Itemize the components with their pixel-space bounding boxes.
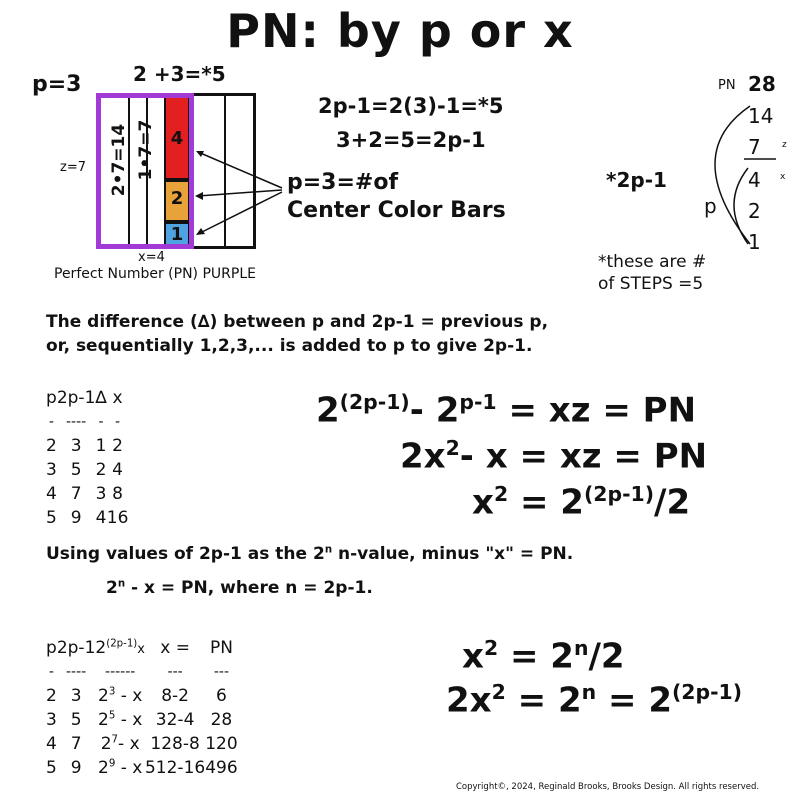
table-header-row: [46, 636, 238, 660]
table-row: [46, 506, 128, 530]
step-value: 7: [748, 135, 761, 159]
vertical-label-mid: 1•7=7: [136, 119, 156, 181]
table-cell: 7: [70, 484, 82, 504]
table-cell: $2^5$ - x: [98, 710, 143, 730]
column-header: x =: [160, 638, 190, 658]
step-value: 14: [748, 104, 774, 128]
table-cell: 8-2: [161, 686, 189, 706]
table-row: [46, 684, 238, 708]
equation-2x-squared-n: $2x^2 = 2^n = 2^{(2p-1)}$: [446, 680, 743, 721]
table-cell: 3: [46, 710, 57, 730]
table-cell: 128-8: [150, 734, 200, 754]
diagram-caption: Perfect Number (PN) PURPLE: [54, 266, 256, 282]
table-header-row: [46, 386, 128, 410]
table-cell: 32-4: [155, 710, 195, 730]
table-cell: 496: [205, 758, 238, 778]
table-cell: 120: [205, 734, 238, 754]
table-row: [46, 732, 238, 756]
header-underline: ----: [66, 414, 87, 430]
table-cell: 4: [46, 734, 57, 754]
equation-2x-squared: $2x^2-$ x = xz = PN: [400, 436, 708, 477]
x-label: x=4: [138, 250, 165, 265]
bar-value: 2: [170, 188, 184, 209]
steps-p-label: p: [704, 194, 717, 218]
table-cell: 3: [46, 460, 57, 480]
column-header: p: [46, 638, 57, 658]
table-cell: 6: [216, 686, 227, 706]
step-value: 2: [748, 199, 761, 223]
step-value: 1: [748, 230, 761, 254]
equation-x-squared-n: $x^2 = 2^n/2$: [462, 636, 625, 677]
page-title: PN: by p or x: [226, 4, 574, 58]
star-2p-1-label: *2p-1: [606, 168, 667, 192]
table-cell: 5: [46, 758, 57, 778]
table-cell: 4: [46, 484, 57, 504]
header-underline: ----: [66, 664, 87, 680]
table-cell: 9: [70, 758, 82, 778]
equation-power-difference: $2^{(2p-1)}-$ $2^{p-1}$ = xz = PN: [316, 390, 697, 431]
step-value: 28: [748, 72, 776, 96]
table-row: [46, 482, 128, 506]
vertical-label-left: 2•7=14: [109, 123, 129, 197]
equation-3-plus-2: 3+2=5=2p-1: [336, 128, 486, 152]
header-underline: -: [48, 414, 54, 430]
column-header: p: [46, 388, 57, 408]
equation-2p-1: 2p-1=2(3)-1=*5: [318, 94, 504, 118]
table-row: [46, 434, 128, 458]
table-cell: 4: [95, 508, 107, 528]
pointer-arrows: [190, 140, 290, 250]
table-cell: $2^7-$ x: [100, 734, 140, 754]
steps-pn-label: PN: [718, 78, 736, 93]
header-underline: -: [48, 664, 54, 680]
sum-label: 2 +3=*5: [133, 62, 226, 86]
header-underline: -: [115, 414, 121, 430]
table-cell: 8: [112, 484, 123, 504]
header-underline: -: [98, 414, 104, 430]
table-cell: 2: [46, 686, 57, 706]
table-row: [46, 756, 238, 780]
z-label: z=7: [60, 160, 86, 175]
table-cell: 2: [46, 436, 57, 456]
difference-text-line2: or, sequentially 1,2,3,... is added to p to give 2p-1.: [46, 336, 533, 356]
table-cell: $2^3$ - x: [98, 686, 143, 706]
table-cell: 3: [70, 436, 82, 456]
table-cell: 5: [46, 508, 57, 528]
column-header: PN: [209, 638, 233, 658]
table-cell: 2: [95, 460, 107, 480]
equation-x-squared: $x^2 = 2^{(2p-1)}/2$: [472, 482, 691, 523]
column-header: $2^{(2p-1)}x$: [95, 638, 145, 658]
header-underline: ------: [105, 664, 136, 680]
bar-value: 1: [170, 224, 184, 245]
table-cell: 2: [112, 436, 123, 456]
header-underline: ---: [167, 664, 183, 680]
z-marker: z: [782, 140, 787, 150]
using-text-line2: 2$^n$ - x = PN, where n = 2p-1.: [106, 578, 373, 598]
difference-text-line1: The difference (∆) between p and 2p-1 = previous p,: [46, 312, 549, 332]
table-cell: 5: [70, 460, 82, 480]
column-header: 2p-1: [56, 638, 96, 658]
column-header: 2p-1: [56, 388, 96, 408]
x-marker: x: [780, 172, 786, 182]
pointer-text-line2: Center Color Bars: [287, 198, 506, 223]
steps-note-line2: of STEPS =5: [598, 274, 704, 294]
step-value: 4: [748, 168, 761, 192]
header-underline: ---: [213, 664, 229, 680]
table-cell: 4: [112, 460, 123, 480]
pointer-text-line1: p=3=#of: [287, 170, 399, 195]
table-cell: 9: [70, 508, 82, 528]
power-table: [46, 636, 238, 780]
table-cell: 3: [70, 686, 82, 706]
p-label: p=3: [32, 72, 82, 97]
table-cell: 16: [106, 508, 129, 528]
table-cell: 3: [95, 484, 107, 504]
table-cell: 7: [70, 734, 82, 754]
copyright-notice: Copyright©, 2024, Reginald Brooks, Brooks Design. All rights reserved.: [456, 782, 760, 792]
steps-note-line1: *these are #: [598, 252, 707, 272]
column-header: ∆: [95, 388, 107, 408]
table-cell: $2^9$ - x: [98, 758, 143, 778]
difference-table: [46, 386, 128, 530]
table-row: [46, 708, 238, 732]
table-cell: 1: [95, 436, 107, 456]
table-cell: 5: [70, 710, 82, 730]
table-cell: 28: [210, 710, 233, 730]
column-header: x: [112, 388, 123, 408]
using-text-line1: Using values of 2p-1 as the 2$^n$ n-value, minus "x" = PN.: [46, 544, 574, 564]
bar-value: 4: [170, 128, 184, 149]
table-row: [46, 458, 128, 482]
table-cell: 512-16: [144, 758, 206, 778]
